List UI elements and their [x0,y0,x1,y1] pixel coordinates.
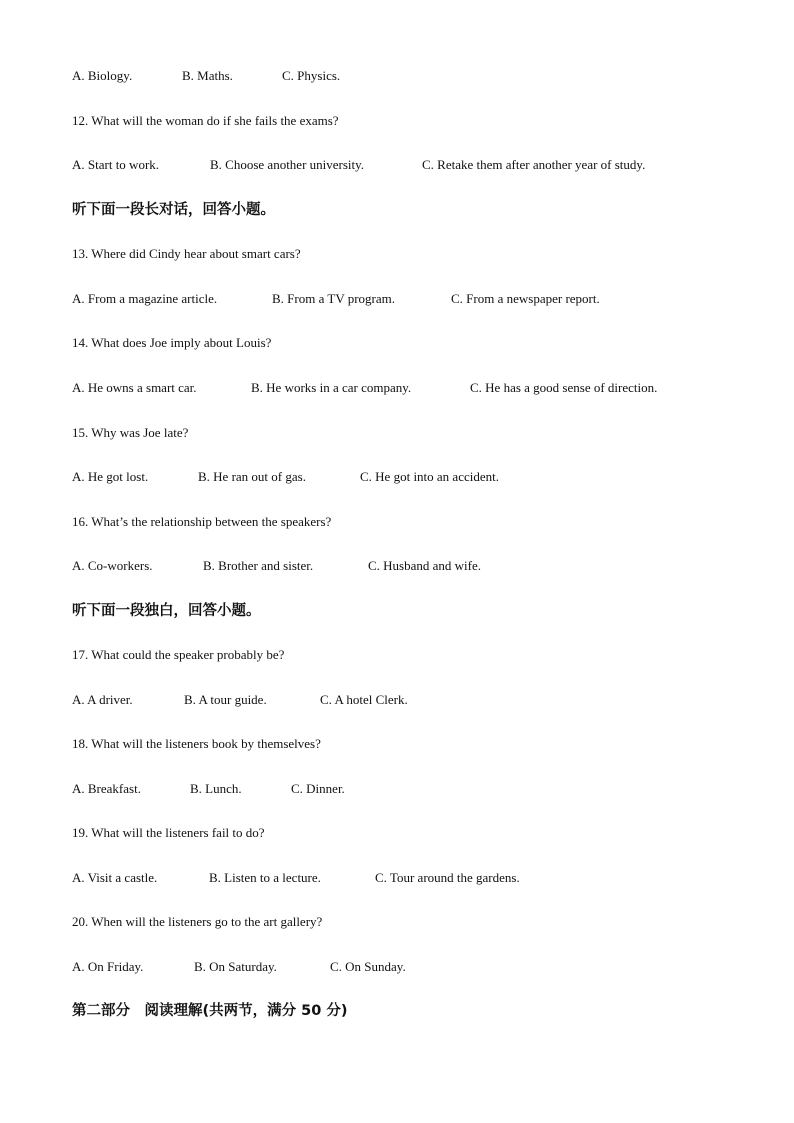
q11-option-c: C. Physics. [282,68,341,83]
q14-option-b: B. He works in a car company. [251,380,412,395]
q19-option-c: C. Tour around the gardens. [375,870,520,885]
q13-option-c: C. From a newspaper report. [451,291,600,306]
q15-question: 15. Why was Joe late? [72,425,189,440]
q19-question: 19. What will the listeners fail to do? [72,825,265,840]
q11-option-a: A. Biology. [72,68,133,83]
q12-option-c: C. Retake them after another year of study. [422,157,646,172]
section-monologue-heading: 听下面一段独白，回答小题。 [72,603,261,619]
q20-option-a: A. On Friday. [72,959,144,974]
q16-option-b: B. Brother and sister. [203,558,314,573]
q14-option-a: A. He owns a smart car. [72,380,197,395]
q15-option-a: A. He got lost. [72,469,149,484]
q17-question: 17. What could the speaker probably be? [72,647,285,662]
q12-option-b: B. Choose another university. [210,157,365,172]
q19-option-a: A. Visit a castle. [72,870,158,885]
q17-option-b: B. A tour guide. [184,692,267,707]
q18-option-b: B. Lunch. [190,781,242,796]
q20-option-c: C. On Sunday. [330,959,406,974]
q16-option-c: C. Husband and wife. [368,558,482,573]
q16-option-a: A. Co-workers. [72,558,153,573]
q18-option-c: C. Dinner. [291,781,345,796]
section-dialogue-heading: 听下面一段长对话，回答小题。 [72,202,275,218]
q17-option-c: C. A hotel Clerk. [320,692,408,707]
q12-option-a: A. Start to work. [72,157,160,172]
q19-option-b: B. Listen to a lecture. [209,870,321,885]
q17-option-a: A. A driver. [72,692,133,707]
q11-option-b: B. Maths. [182,68,233,83]
part-two-heading: 第二部分 阅读理解(共两节，满分 50 分) [72,1003,348,1019]
q13-question: 13. Where did Cindy hear about smart cars? [72,246,301,261]
q18-question: 18. What will the listeners book by themselves? [72,736,321,751]
q16-question: 16. What’s the relationship between the speakers? [72,514,332,529]
q20-option-b: B. On Saturday. [194,959,277,974]
q12-question: 12. What will the woman do if she fails the exams? [72,113,339,128]
q14-option-c: C. He has a good sense of direction. [470,380,658,395]
q13-option-b: B. From a TV program. [272,291,396,306]
q15-option-b: B. He ran out of gas. [198,469,306,484]
q20-question: 20. When will the listeners go to the art gallery? [72,914,323,929]
q14-question: 14. What does Joe imply about Louis? [72,335,272,350]
q15-option-c: C. He got into an accident. [360,469,499,484]
q18-option-a: A. Breakfast. [72,781,141,796]
q13-option-a: A. From a magazine article. [72,291,218,306]
